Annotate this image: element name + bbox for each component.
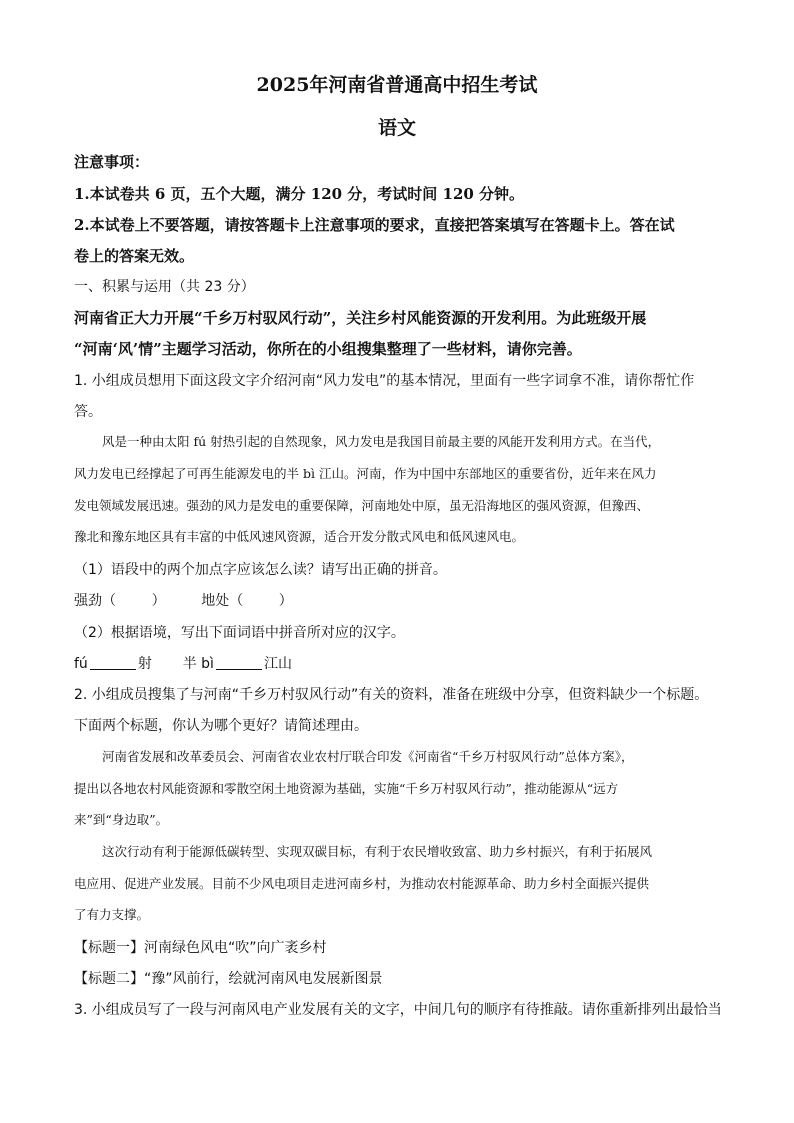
q2-paragraph-2-line-2: 电应用、促进产业发展。目前不少风电项目走进河南乡村，为推动农村能源革命、助力乡村全面振兴提供 (74, 876, 650, 891)
q2-stem-line-1: 2. 小组成员搜集了与河南“千乡万村驭风行动”有关的资料，准备在班级中分享，但资料缺少一个标题。 (74, 687, 709, 703)
notice-item-2-line-2: 卷上的答案无效。 (74, 247, 195, 265)
q1-sub-1: （1）语段中的两个加点字应该怎么读？请写出正确的拼音。 (74, 562, 447, 578)
word-she: 射 (137, 656, 152, 672)
exam-title: 2025年河南省普通高中招生考试 (256, 74, 538, 96)
notice-heading: 注意事项： (74, 153, 150, 171)
subject-title: 语文 (377, 117, 416, 139)
q2-paragraph-1-line-3: 来”到“身边取”。 (74, 812, 169, 827)
section-1-intro-line-1: 河南省正大力开展“千乡万村驭风行动”，关注乡村风能资源的开发利用。为此班级开展 (74, 309, 647, 327)
q1-passage-line-3: 发电领域发展迅速。强劲的风力是发电的重要保障，河南地处中原，虽无沿海地区的强风资源，但豫西、 (74, 498, 650, 513)
q2-paragraph-1-line-2: 提出以各地农村风能资源和零散空闲土地资源为基础，实施“千乡万村驭风行动”，推动能源从“远方 (74, 781, 619, 796)
q1-passage-line-4: 豫北和豫东地区具有丰富的中低风速风资源，适合开发分散式风电和低风速风电。 (74, 529, 525, 544)
q1-stem-line-1: 1. 小组成员想用下面这段文字介绍河南“风力发电”的基本情况，里面有一些字词拿不准，请你帮忙作 (74, 373, 695, 389)
q1-passage-line-2: 风力发电已经撑起了可再生能源发电的半 bì 江山。河南，作为中国中东部地区的重要省份，近年来在风力 (74, 466, 657, 481)
pinyin-bi: 半 bì (182, 656, 214, 672)
q2-paragraph-2-line-1: 这次行动有利于能源低碳转型、实现双碳目标，有利于农民增收致富、助力乡村振兴，有利于拓展风 (102, 844, 653, 859)
q2-paragraph-2-line-3: 了有力支撑。 (74, 907, 150, 922)
word-jiangshan: 江山 (263, 656, 292, 672)
q1-stem-line-2: 答。 (74, 404, 102, 420)
q2-title-option-2: 【标题二】“豫”风前行，绘就河南风电发展新图景 (74, 971, 383, 987)
q2-title-option-1: 【标题一】河南绿色风电“吹”向广袤乡村 (74, 940, 327, 956)
answer-blank-bi[interactable] (216, 655, 262, 670)
q1-sub-1-answer: 强劲（ ） 地处（ ） (74, 593, 293, 609)
pinyin-fu: fú (74, 656, 88, 672)
q2-stem-line-2: 下面两个标题，你认为哪个更好？请简述理由。 (74, 718, 368, 734)
q1-sub-2: （2）根据语境，写出下面词语中拼音所对应的汉字。 (74, 625, 405, 641)
notice-item-2-line-1: 2.本试卷上不要答题，请按答题卡上注意事项的要求，直接把答案填写在答题卡上。答在试 (74, 216, 675, 234)
q2-paragraph-1-line-1: 河南省发展和改革委员会、河南省农业农村厅联合印发《河南省“千乡万村驭风行动”总体方案》， (102, 749, 634, 764)
notice-item-1: 1.本试卷共 6 页，五个大题，满分 120 分，考试时间 120 分钟。 (74, 185, 525, 203)
q1-sub-2-answer (74, 653, 292, 673)
section-1-heading: 一、积累与运用（共 23 分） (74, 279, 255, 295)
answer-blank-fu[interactable] (90, 655, 136, 670)
q3-stem-line-1: 3. 小组成员写了一段与河南风电产业发展有关的文字，中间几句的顺序有待推敲。请你重新排列出最恰当 (74, 1002, 722, 1018)
q1-passage-line-1: 风是一种由太阳 fú 射热引起的自然现象，风力发电是我国目前最主要的风能开发利用方式。在当代， (102, 434, 661, 449)
section-1-intro-line-2: “河南‘风’情”主题学习活动，你所在的小组搜集整理了一些材料，请你完善。 (74, 340, 582, 358)
